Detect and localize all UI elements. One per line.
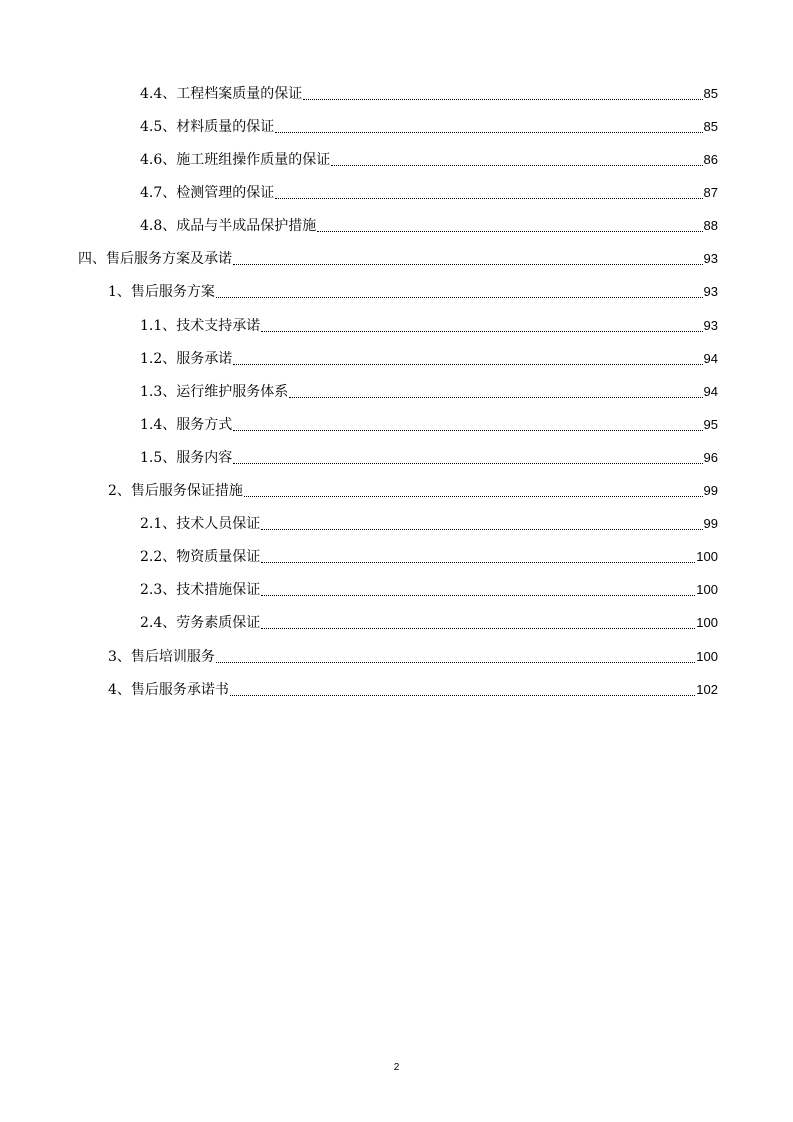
toc-entry-page: 85 — [703, 86, 718, 101]
toc-entry-label: 1.4、服务方式 — [140, 417, 233, 433]
toc-entry[interactable] — [0, 413, 793, 435]
page-number: 2 — [393, 1062, 400, 1073]
toc-entry-page: 86 — [703, 152, 718, 167]
toc-leader-dots — [261, 317, 702, 332]
toc-entry-page: 93 — [703, 284, 718, 299]
toc-entry[interactable] — [0, 578, 793, 600]
toc-entry-label: 4.4、工程档案质量的保证 — [140, 86, 303, 102]
toc-entry-page: 85 — [703, 119, 718, 134]
toc-entry-page: 93 — [703, 251, 718, 266]
toc-entry-label: 1.2、服务承诺 — [140, 351, 233, 367]
toc-entry[interactable] — [0, 512, 793, 534]
toc-leader-dots — [230, 681, 695, 696]
toc-entry[interactable] — [0, 347, 793, 369]
toc-leader-dots — [261, 548, 695, 563]
toc-entry-page: 96 — [703, 450, 718, 465]
toc-entry-page: 99 — [703, 516, 718, 531]
toc-entry-label: 2.3、技术措施保证 — [140, 582, 261, 598]
toc-entry[interactable] — [0, 214, 793, 236]
toc-entry-page: 88 — [703, 218, 718, 233]
toc-entry-label: 1.3、运行维护服务体系 — [140, 384, 289, 400]
toc-leader-dots — [244, 482, 703, 497]
toc-entry[interactable] — [0, 148, 793, 170]
toc-leader-dots — [303, 85, 702, 100]
toc-entry[interactable] — [0, 82, 793, 104]
toc-entry[interactable] — [0, 645, 793, 667]
toc-entry-label: 4.5、材料质量的保证 — [140, 119, 275, 135]
toc-entry[interactable] — [0, 181, 793, 203]
toc-entry-label: 4.7、检测管理的保证 — [140, 185, 275, 201]
toc-leader-dots — [261, 515, 702, 530]
toc-entry[interactable] — [0, 280, 793, 302]
toc-entry-page: 99 — [703, 483, 718, 498]
toc-entry-label: 2、售后服务保证措施 — [108, 483, 243, 499]
toc-entry[interactable] — [0, 479, 793, 501]
toc-entry-label: 2.2、物资质量保证 — [140, 549, 261, 565]
toc-entry[interactable] — [0, 611, 793, 633]
toc-entry-label: 1.5、服务内容 — [140, 450, 233, 466]
toc-leader-dots — [289, 383, 702, 398]
toc-entry-page: 94 — [703, 384, 718, 399]
toc-leader-dots — [233, 449, 702, 464]
toc-leader-dots — [216, 283, 703, 298]
toc-entry-label: 1、售后服务方案 — [108, 284, 215, 300]
toc-leader-dots — [233, 350, 702, 365]
toc-entry-page: 100 — [696, 649, 718, 664]
toc-entry-page: 100 — [696, 549, 718, 564]
toc-entry-page: 95 — [703, 417, 718, 432]
toc-leader-dots — [275, 184, 702, 199]
toc-entry-label: 1.1、技术支持承诺 — [140, 318, 261, 334]
toc-entry[interactable] — [0, 380, 793, 402]
toc-entry-label: 2.1、技术人员保证 — [140, 516, 261, 532]
toc-leader-dots — [233, 250, 703, 265]
toc-entry[interactable] — [0, 678, 793, 700]
toc-entry-page: 87 — [703, 185, 718, 200]
toc-entry-page: 93 — [703, 318, 718, 333]
toc-entry-label: 4.8、成品与半成品保护措施 — [140, 218, 317, 234]
toc-entry-page: 102 — [696, 682, 718, 697]
toc-entry-label: 2.4、劳务素质保证 — [140, 615, 261, 631]
toc-entry[interactable] — [0, 446, 793, 468]
toc-leader-dots — [216, 648, 695, 663]
toc-leader-dots — [331, 151, 702, 166]
toc-leader-dots — [317, 217, 702, 232]
toc-entry-page: 100 — [696, 582, 718, 597]
toc-entry[interactable] — [0, 314, 793, 336]
toc-entry-page: 94 — [703, 351, 718, 366]
toc-entry[interactable] — [0, 115, 793, 137]
toc-leader-dots — [261, 581, 695, 596]
toc-entry-label: 4、售后服务承诺书 — [108, 682, 229, 698]
toc-entry[interactable] — [0, 247, 793, 269]
toc-entry-label: 3、售后培训服务 — [108, 649, 215, 665]
toc-entry-page: 100 — [696, 615, 718, 630]
toc-leader-dots — [261, 614, 695, 629]
toc-entry[interactable] — [0, 545, 793, 567]
toc-leader-dots — [275, 118, 702, 133]
toc-entry-label: 四、售后服务方案及承诺 — [78, 251, 232, 267]
toc-entry-label: 4.6、施工班组操作质量的保证 — [140, 152, 331, 168]
toc-leader-dots — [233, 416, 702, 431]
